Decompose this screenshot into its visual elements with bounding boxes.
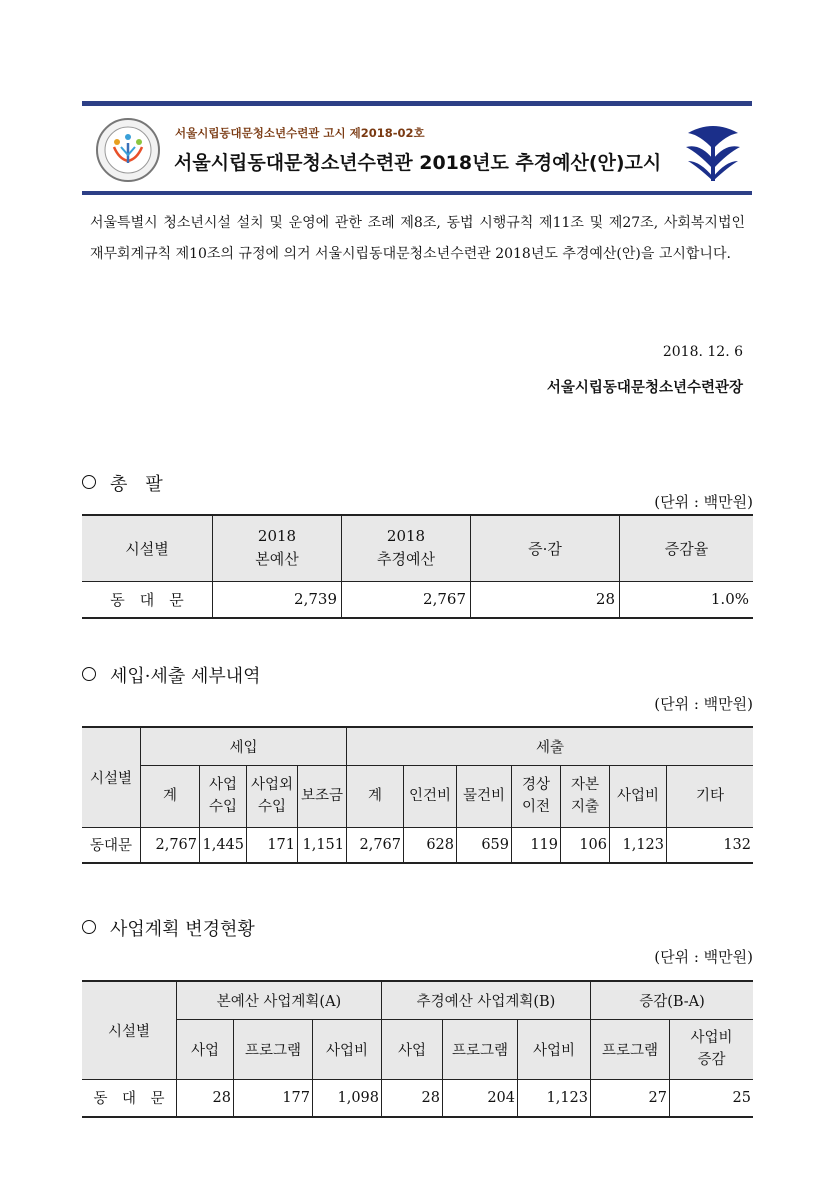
header-cell: 기타: [667, 765, 754, 827]
table-row: [82, 581, 753, 618]
table-header-row: [82, 515, 753, 581]
value-cell: 28: [177, 1079, 234, 1117]
value-cell: 28: [382, 1079, 443, 1117]
notice-number: 서울시립동대문청소년수련관 고시 제2018-02호: [175, 126, 425, 140]
header-cell: 사업비: [518, 1019, 591, 1079]
value-cell: 1.0%: [620, 581, 754, 618]
value-cell: 119: [512, 827, 561, 863]
plan-table: [82, 980, 753, 1118]
header-cell: 시설별: [82, 981, 177, 1079]
value-cell: 132: [667, 827, 754, 863]
header-cell: 보조금: [298, 765, 347, 827]
header-cell: 사업외 수입: [247, 765, 298, 827]
header-label: 본예산: [255, 550, 299, 569]
header-cell: 인건비: [404, 765, 457, 827]
table-header-row: [82, 765, 753, 827]
value-cell: 171: [247, 827, 298, 863]
section-summary-heading: [82, 470, 163, 496]
header-cell: 물건비: [457, 765, 512, 827]
value-cell: 2,767: [347, 827, 404, 863]
header-cell: 프로그램: [443, 1019, 518, 1079]
header-cell: 경상 이전: [512, 765, 561, 827]
header-cell: 사업: [382, 1019, 443, 1079]
page-title: 서울시립동대문청소년수련관 2018년도 추경예산(안)고시: [174, 152, 662, 174]
center-seal-icon: [95, 117, 161, 183]
header-cell: 계: [141, 765, 200, 827]
header-cell: [342, 515, 471, 581]
notice-paragraph: 서울특별시 청소년시설 설치 및 운영에 관한 조례 제8조, 동법 시행규칙 제11조 및 제27조, 사회복지법인 재무회계규칙 제10조의 규정에 의거 서울시립동대문청소년수련관 2018년도 추경예산(안)을 고시합니다.: [90, 215, 745, 262]
notice-date: 2018. 12. 6: [662, 344, 743, 360]
header-top-rule: [82, 101, 752, 106]
table-row: [82, 827, 753, 863]
table-row: [82, 1079, 753, 1117]
value-cell: 204: [443, 1079, 518, 1117]
header-cell: 시설별: [82, 515, 213, 581]
row-label: 동대문: [82, 827, 141, 863]
row-label: 동 대 문: [82, 1079, 177, 1117]
header-cell: 사업비 증감: [670, 1019, 754, 1079]
table-header-row: [82, 981, 753, 1019]
header-year: 2018: [386, 527, 426, 545]
header-cell: 사업비: [313, 1019, 382, 1079]
section-detail-title: 세입·세출 세부내역: [110, 666, 261, 687]
header-cell: 세출: [347, 727, 754, 765]
section-plan-heading: [82, 915, 255, 941]
section-detail-heading: [82, 662, 261, 688]
header-cell: 본예산 사업계획(A): [177, 981, 382, 1019]
header-cell: 증감(B-A): [591, 981, 754, 1019]
value-cell: 2,767: [342, 581, 471, 618]
detail-table: [82, 726, 753, 864]
table-header-row: [82, 1019, 753, 1079]
summary-table: [82, 514, 753, 619]
value-cell: 1,123: [610, 827, 667, 863]
circle-bullet-icon: [82, 667, 96, 681]
header-cell: 계: [347, 765, 404, 827]
header-label: 추경예산: [377, 550, 435, 569]
seoul-logo-icon: [680, 117, 746, 183]
detail-unit: (단위 : 백만원): [654, 695, 753, 713]
plan-unit: (단위 : 백만원): [654, 948, 753, 966]
value-cell: 177: [234, 1079, 313, 1117]
signer: 서울시립동대문청소년수련관장: [546, 380, 743, 396]
header-cell: 세입: [141, 727, 347, 765]
value-cell: 1,445: [200, 827, 247, 863]
circle-bullet-icon: [82, 920, 96, 934]
header-cell: 사업비: [610, 765, 667, 827]
header-bottom-rule: [82, 191, 752, 195]
value-cell: 1,123: [518, 1079, 591, 1117]
value-cell: 28: [471, 581, 620, 618]
header-cell: 자본 지출: [561, 765, 610, 827]
header-cell: 추경예산 사업계획(B): [382, 981, 591, 1019]
header-cell: 사업 수입: [200, 765, 247, 827]
header-year: 2018: [257, 527, 297, 545]
header-cell: 증감율: [620, 515, 754, 581]
value-cell: 25: [670, 1079, 754, 1117]
header-cell: 프로그램: [591, 1019, 670, 1079]
header-cell: 시설별: [82, 727, 141, 827]
summary-unit: (단위 : 백만원): [654, 493, 753, 511]
value-cell: 1,098: [313, 1079, 382, 1117]
section-summary-title: 총 팔: [110, 474, 163, 495]
value-cell: 628: [404, 827, 457, 863]
value-cell: 2,739: [213, 581, 342, 618]
table-header-row: [82, 727, 753, 765]
row-label: 동 대 문: [82, 581, 213, 618]
value-cell: 2,767: [141, 827, 200, 863]
header-cell: 사업: [177, 1019, 234, 1079]
value-cell: 659: [457, 827, 512, 863]
header-cell: [213, 515, 342, 581]
value-cell: 1,151: [298, 827, 347, 863]
value-cell: 106: [561, 827, 610, 863]
section-plan-title: 사업계획 변경현황: [110, 919, 255, 940]
value-cell: 27: [591, 1079, 670, 1117]
header-cell: 프로그램: [234, 1019, 313, 1079]
circle-bullet-icon: [82, 475, 96, 489]
header-cell: 증·감: [471, 515, 620, 581]
